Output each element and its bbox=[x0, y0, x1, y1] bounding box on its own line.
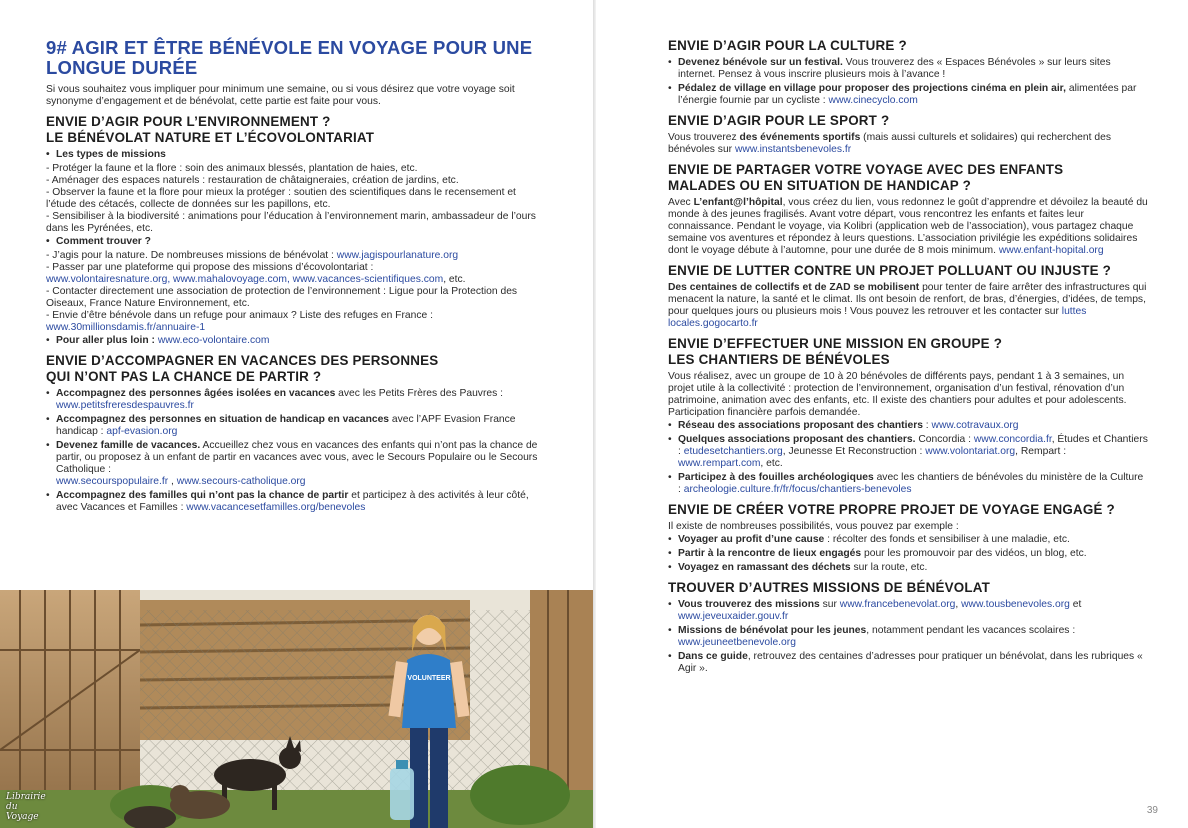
list-item: • Devenez famille de vacances. Accueillez chez vous en vacances des enfants qui n’ont pas la chance de partir, ou proposez à un enfant de partir en vacances avec vous, avec le Secours Populaire ou le Secours Catholique : www.secourspopulaire.fr , www.secours-catholique.org bbox=[46, 440, 547, 488]
paragraph: Avec L’enfant@l’hôpital, vous créez du lien, vous redonnez le goût d’apprendre et dévoilez la beauté du monde à des jeunes fragilisés. Avant votre départ, vous rencontrez les enfants et faites leur connaissance. Pendant le voyage, via Kolibri (application web de l’association), vous partagez chaque semaine vos aventures et répondez à leurs questions. L’association privilégie les expéditions solidaires dont le voyage débute à l’automne, pour une durée de 8 mois minimum. www.enfant-hopital.org bbox=[668, 197, 1148, 256]
page-number: 39 bbox=[1146, 805, 1158, 816]
list-item: - Observer la faune et la flore pour mieux la protéger : soutien des scientifiques dans le recensement et l’étude des cétacés, collecte de données sur les papillons, etc. bbox=[46, 187, 516, 210]
list-item: • Partir à la rencontre de lieux engagés pour les promouvoir par des vidéos, un blog, etc. bbox=[668, 548, 1148, 560]
link[interactable]: etudesetchantiers.org bbox=[683, 446, 783, 457]
volunteer-photo-illustration bbox=[0, 590, 593, 828]
list-item: • Devenez bénévole sur un festival. Vous trouverez des « Espaces Bénévoles » sur leurs sites internet. Pensez à vous inscrire plusieurs mois à l’avance ! bbox=[668, 57, 1148, 81]
list-item: • Participez à des fouilles archéologiques avec les chantiers de bénévoles du ministère de la Culture : archeologie.culture.fr/fr/focus/chantiers-benevoles bbox=[668, 472, 1148, 496]
link[interactable]: www.volontairesnature.org, www.mahalovoyage.com, www.vacances-scientifiques.com bbox=[46, 274, 444, 285]
paragraph: Des centaines de collectifs et de ZAD se mobilisent pour tenter de faire arrêter des infrastructures qui menacent la nature, la santé et le climat. Ils ont besoin de renfort, de bras, d’énergies, d’idées, de temps, pour quelques jours ou plusieurs mois ! Vous pouvez les retrouver et les contacter sur luttes locales.gogocarto.fr bbox=[668, 282, 1147, 329]
link[interactable]: www.instantsbenevoles.fr bbox=[734, 144, 852, 155]
right-page bbox=[596, 0, 1188, 828]
list-item: • Comment trouver ? bbox=[46, 236, 547, 248]
link[interactable]: www.vacancesetfamilles.org/benevoles bbox=[186, 502, 366, 513]
volunteer-shirt-text: VOLUNTEER bbox=[407, 675, 451, 682]
paragraph: Vous trouverez des événements sportifs (mais aussi culturels et solidaires) qui recherchent des bénévoles sur www.instantsbenevoles.fr bbox=[668, 132, 1111, 155]
paragraph: Vous réalisez, avec un groupe de 10 à 20 bénévoles de différents pays, pendant 1 à 3 semaines, un projet utile à la collectivité : protection de l’environnement, organisation d’un festival, rénovation d’un patrimoine, animation avec des enfants, etc. Il existe des chantiers pour adultes et pour adolescents. Participation financière parfois demandée. bbox=[668, 371, 1127, 418]
list-item: - J’agis pour la nature. De nombreuses missions de bénévolat : www.jagispourlanature.org bbox=[46, 250, 459, 261]
link[interactable]: www.rempart.com bbox=[678, 458, 761, 469]
list-item: • Vous trouverez des missions sur www.francebenevolat.org, www.tousbenevoles.org et www.jeveuxaider.gouv.fr bbox=[668, 599, 1148, 623]
page-title: 9# AGIR ET ÊTRE BÉNÉVOLE EN VOYAGE POUR UNE LONGUE DURÉE bbox=[46, 37, 533, 78]
list-item: - Aménager des espaces naturels : restauration de châtaigneraies, création de jardins, etc. bbox=[46, 175, 459, 186]
list-item: • Les types de missions bbox=[46, 149, 547, 161]
list-item: • Dans ce guide, retrouvez des centaines d’adresses pour pratiquer un bénévolat, dans les rubriques « Agir ». bbox=[668, 651, 1148, 675]
link[interactable]: www.volontariat.org bbox=[925, 446, 1016, 457]
link[interactable]: luttes locales.gogocarto.fr bbox=[668, 306, 1087, 329]
link[interactable]: www.enfant-hopital.org bbox=[998, 245, 1104, 256]
section-heading-sport: ENVIE D’AGIR POUR LE SPORT ? bbox=[668, 113, 890, 128]
volunteer-photo bbox=[0, 590, 593, 828]
link[interactable]: www.secours-catholique.org bbox=[176, 476, 306, 487]
link[interactable]: www.tousbenevoles.org bbox=[961, 599, 1070, 610]
link[interactable]: www.petitsfreresdespauvres.fr bbox=[56, 400, 194, 411]
section-heading-environment: ENVIE D’AGIR POUR L’ENVIRONNEMENT ? LE BÉNÉVOLAT NATURE ET L’ÉCOVOLONTARIAT bbox=[46, 114, 375, 145]
list-item: • Voyager au profit d’une cause : récolter des fonds et sensibiliser à une maladie, etc. bbox=[668, 534, 1148, 546]
section-heading-own-project: ENVIE DE CRÉER VOTRE PROPRE PROJET DE VOYAGE ENGAGÉ ? bbox=[668, 502, 1115, 517]
list-item: • Accompagnez des personnes âgées isolées en vacances avec les Petits Frères des Pauvres : www.petitsfreresdespauvres.fr bbox=[46, 388, 547, 412]
list-item: • Pédalez de village en village pour proposer des projections cinéma en plein air, alimentées par l’énergie fournie par un cycliste : www.cinecyclo.com bbox=[668, 83, 1148, 107]
section-heading-group: ENVIE D’EFFECTUER UNE MISSION EN GROUPE ? LES CHANTIERS DE BÉNÉVOLES bbox=[668, 336, 1003, 367]
list-item: • Accompagnez des personnes en situation de handicap en vacances avec l’APF Evasion France handicap : apf-evasion.org bbox=[46, 414, 547, 438]
link[interactable]: www.concordia.fr bbox=[973, 434, 1052, 445]
link[interactable]: apf-evasion.org bbox=[106, 426, 178, 437]
list-item: - Envie d’être bénévole dans un refuge pour animaux ? Liste des refuges en France : www.30millionsdamis.fr/annuaire-1 bbox=[46, 310, 433, 333]
section-heading-vacations: ENVIE D’ACCOMPAGNER EN VACANCES DES PERSONNES QUI N’ONT PAS LA CHANCE DE PARTIR ? bbox=[46, 353, 439, 384]
link[interactable]: www.cinecyclo.com bbox=[828, 95, 918, 106]
section-heading-fight: ENVIE DE LUTTER CONTRE UN PROJET POLLUANT OU INJUSTE ? bbox=[668, 263, 1112, 278]
list-item: • Accompagnez des familles qui n’ont pas la chance de partir et participez à des activités à leur côté, avec Vacances et Familles : www.vacancesetfamilles.org/benevoles bbox=[46, 490, 547, 514]
section-heading-other-missions: TROUVER D’AUTRES MISSIONS DE BÉNÉVOLAT bbox=[668, 580, 991, 595]
link[interactable]: www.eco-volontaire.com bbox=[157, 335, 270, 346]
link[interactable]: www.francebenevolat.org bbox=[839, 599, 956, 610]
publisher-watermark: Librairie du Voyage bbox=[6, 792, 46, 822]
list-item: • Pour aller plus loin : www.eco-volontaire.com bbox=[46, 335, 547, 347]
link[interactable]: archeologie.culture.fr/fr/focus/chantiers-benevoles bbox=[683, 484, 912, 495]
intro-paragraph: Si vous souhaitez vous impliquer pour minimum une semaine, ou si vous désirez que votre voyage soit synonyme d’engagement et de bénévolat, cette partie est faite pour vous. bbox=[46, 84, 515, 107]
list-item: - Passer par une plateforme qui propose des missions d’écovolontariat : www.volontairesnature.org, www.mahalovoyage.com, www.vacances-scientifiques.com, etc. bbox=[46, 262, 466, 285]
link[interactable]: www.jeveuxaider.gouv.fr bbox=[678, 611, 789, 622]
list-item: - Contacter directement une association de protection de l’environnement : Ligue pour la Protection des Oiseaux, France Nature Environnement, etc. bbox=[46, 286, 518, 309]
paragraph: Il existe de nombreuses possibilités, vous pouvez par exemple : bbox=[668, 521, 959, 532]
list-item: • Voyagez en ramassant des déchets sur la route, etc. bbox=[668, 562, 1148, 574]
list-item: - Protéger la faune et la flore : soin des animaux blessés, plantation de haies, etc. bbox=[46, 163, 418, 174]
list-item: • Réseau des associations proposant des chantiers : www.cotravaux.org bbox=[668, 420, 1148, 432]
section-heading-children: ENVIE DE PARTAGER VOTRE VOYAGE AVEC DES ENFANTS MALADES OU EN SITUATION DE HANDICAP ? bbox=[668, 162, 1064, 193]
list-item: • Missions de bénévolat pour les jeunes, notamment pendant les vacances scolaires : www.jeuneetbenevole.org bbox=[668, 625, 1148, 649]
list-item: - Sensibiliser à la biodiversité : animations pour l’éducation à l’environnement marin, ambassadeur de l’ours dans les Pyrénées, etc. bbox=[46, 211, 536, 234]
section-heading-culture: ENVIE D’AGIR POUR LA CULTURE ? bbox=[668, 38, 907, 53]
list-item: • Quelques associations proposant des chantiers. Concordia : www.concordia.fr, Études et Chantiers : etudesetchantiers.org, Jeunesse Et Reconstruction : www.volontariat.org, Rempart : www.rempart.com, etc. bbox=[668, 434, 1148, 470]
link[interactable]: www.jagispourlanature.org bbox=[336, 250, 459, 261]
link[interactable]: www.jeuneetbenevole.org bbox=[678, 637, 796, 648]
link[interactable]: www.secourspopulaire.fr bbox=[56, 476, 169, 487]
link[interactable]: www.30millionsdamis.fr/annuaire-1 bbox=[46, 322, 206, 333]
link[interactable]: www.cotravaux.org bbox=[931, 420, 1019, 431]
